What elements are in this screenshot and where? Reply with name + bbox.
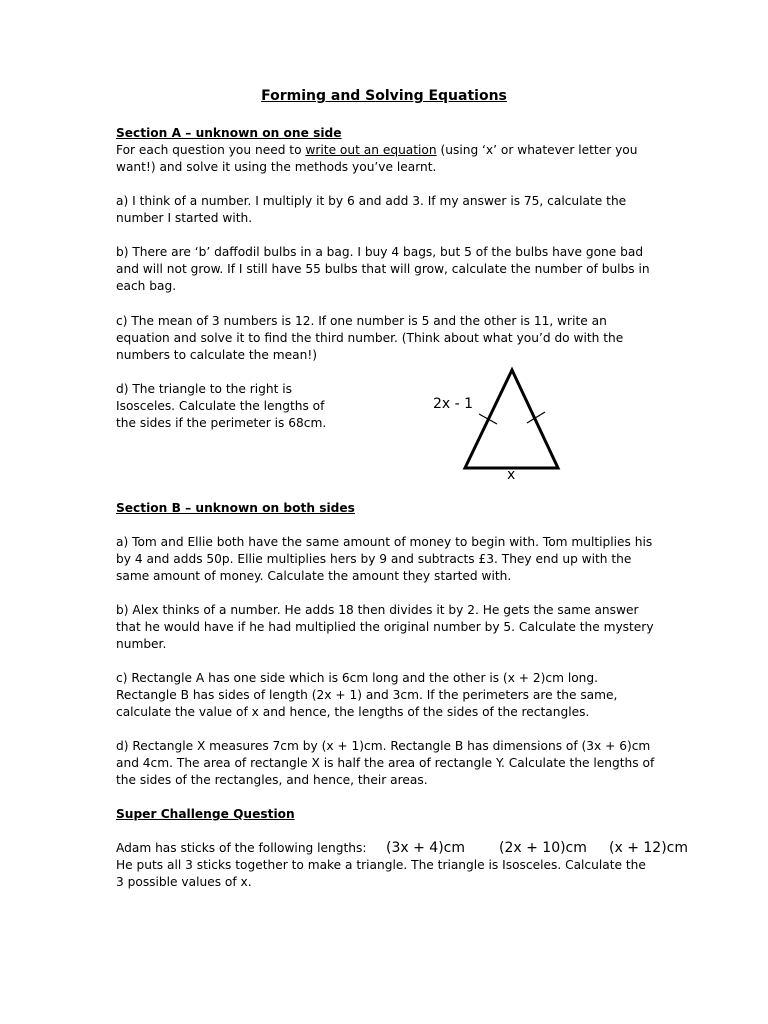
- question-b-2: b) Alex thinks of a number. He adds 18 then divides it by 2. He gets the same answer that he would have if he had multiplied the original number by 5. Calculate the mystery number.: [116, 603, 654, 651]
- stick-length-1: (3x + 4)cm: [386, 840, 465, 856]
- triangle-shape: [465, 370, 558, 468]
- super-challenge-heading: Super Challenge Question: [116, 807, 295, 821]
- intro-text-underlined: write out an equation: [305, 143, 437, 157]
- triangle-side-label: 2x - 1: [433, 396, 474, 412]
- stick-length-2: (2x + 10)cm: [499, 840, 587, 856]
- isosceles-triangle-diagram: [430, 360, 570, 485]
- stick-length-3: (x + 12)cm: [609, 840, 688, 856]
- page-title: Forming and Solving Equations: [261, 88, 507, 104]
- super-challenge-intro: Adam has sticks of the following lengths:: [116, 841, 367, 855]
- question-b-4: d) Rectangle X measures 7cm by (x + 1)cm. Rectangle B has dimensions of (3x + 6)cm and 4cm. The area of rectangle X is half the area of rectangle Y. Calculate the lengths of the sides of the rectangles, and hence, their areas.: [116, 739, 655, 787]
- section-a: [116, 125, 656, 176]
- section-b-heading: Section B – unknown on both sides: [116, 501, 355, 515]
- question-a-4: d) The triangle to the right is Isosceles. Calculate the lengths of the sides if the perimeter is 68cm.: [116, 382, 327, 430]
- question-a-2: b) There are ‘b’ daffodil bulbs in a bag. I buy 4 bags, but 5 of the bulbs have gone bad and will not grow. If I still have 55 bulbs that will grow, calculate the number of bulbs in each bag.: [116, 245, 650, 293]
- question-b-3: c) Rectangle A has one side which is 6cm long and the other is (x + 2)cm long. Rectangle B has sides of length (2x + 1) and 3cm. If the perimeters are the same, calculate the value of x and hence, the lengths of the sides of the rectangles.: [116, 671, 618, 719]
- question-b-1: a) Tom and Ellie both have the same amount of money to begin with. Tom multiplies his by 4 and adds 50p. Ellie multiplies hers by 9 and subtracts £3. They end up with the same amount of money. Calculate the amount they started with.: [116, 535, 653, 583]
- intro-text-start: For each question you need to: [116, 143, 306, 157]
- question-a-1: a) I think of a number. I multiply it by 6 and add 3. If my answer is 75, calculate the number I started with.: [116, 194, 627, 225]
- super-challenge-body: He puts all 3 sticks together to make a triangle. The triangle is Isosceles. Calculate the 3 possible values of x.: [116, 858, 646, 889]
- section-a-heading: Section A – unknown on one side: [116, 126, 342, 140]
- intro-text-end: (using ‘x’ or whatever letter you want!) and solve it using the methods you’ve learnt.: [116, 143, 638, 174]
- question-a-3: c) The mean of 3 numbers is 12. If one number is 5 and the other is 11, write an equation and solve it to find the third number. (Think about what you’d do with the numbers to calculate the mean!): [116, 314, 624, 362]
- triangle-base-label: x: [507, 467, 516, 483]
- section-a-intro: [116, 142, 656, 176]
